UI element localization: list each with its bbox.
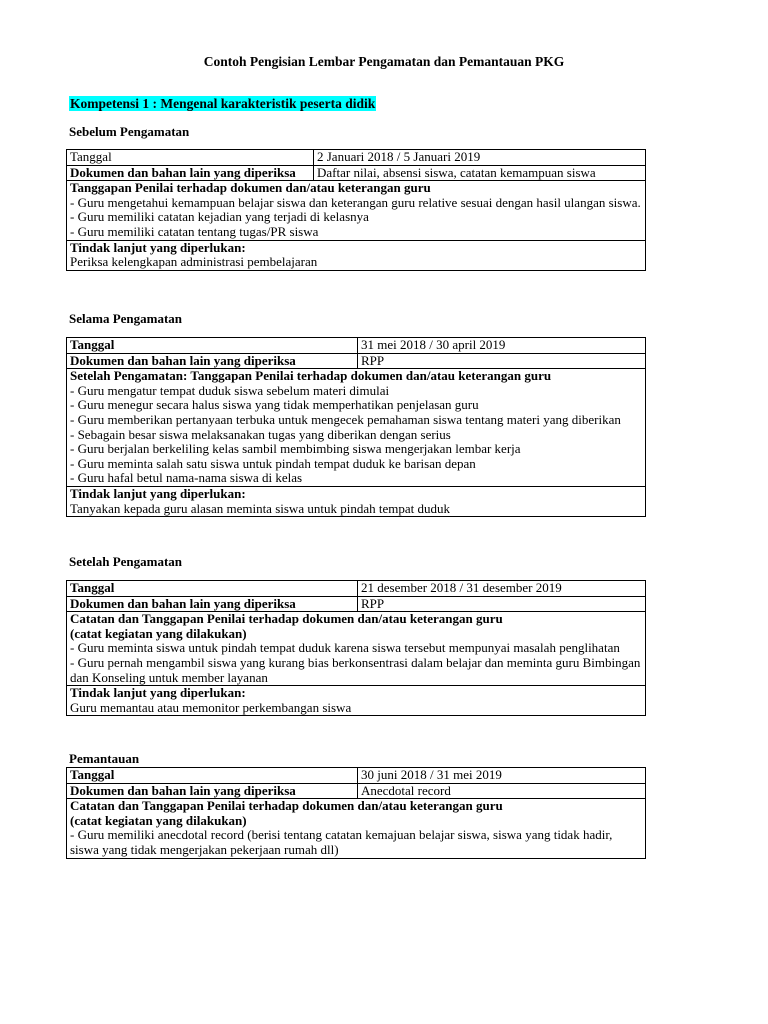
table-sebelum-pengamatan bbox=[66, 149, 646, 271]
date-value: 31 mei 2018 / 30 april 2019 bbox=[358, 338, 646, 354]
table-row bbox=[67, 581, 646, 597]
document-value: Anecdotal record bbox=[358, 783, 646, 799]
response-item: - Guru memiliki catatan tentang tugas/PR siswa bbox=[70, 223, 319, 239]
response-item: - Sebagain besar siswa melaksanakan tugas yang diberikan dengan serius bbox=[70, 426, 451, 442]
competency-heading bbox=[69, 96, 376, 112]
response-sublabel: (catat kegiatan yang dilakukan) bbox=[70, 625, 247, 641]
table-row bbox=[67, 165, 646, 181]
document-label: Dokumen dan bahan lain yang diperiksa bbox=[67, 783, 358, 799]
document-label: Dokumen dan bahan lain yang diperiksa bbox=[67, 165, 314, 181]
response-cell bbox=[67, 369, 646, 487]
response-item: - Guru hafal betul nama-nama siswa di kelas bbox=[70, 470, 303, 486]
followup-label: Tindak lanjut yang diperlukan: bbox=[70, 485, 246, 501]
response-label: Catatan dan Tanggapan Penilai terhadap dokumen dan/atau keterangan guru bbox=[70, 798, 503, 814]
table-row bbox=[67, 353, 646, 369]
response-label: Setelah Pengamatan: Tanggapan Penilai terhadap dokumen dan/atau keterangan guru bbox=[70, 368, 552, 384]
response-label: Tanggapan Penilai terhadap dokumen dan/atau keterangan guru bbox=[70, 180, 431, 196]
table-row bbox=[67, 799, 646, 858]
table-row bbox=[67, 338, 646, 354]
response-item: - Guru memiliki catatan kejadian yang terjadi di kelasnya bbox=[70, 209, 369, 225]
section-heading-sebelum: Sebelum Pengamatan bbox=[69, 124, 190, 139]
date-label: Tanggal bbox=[67, 150, 314, 166]
table-row bbox=[67, 150, 646, 166]
followup-cell bbox=[67, 486, 646, 516]
document-value: RPP bbox=[358, 353, 646, 369]
table-row bbox=[67, 612, 646, 686]
followup-label: Tindak lanjut yang diperlukan: bbox=[70, 239, 246, 255]
response-cell bbox=[67, 612, 646, 686]
response-item: - Guru pernah mengambil siswa yang kurang bias berkonsentrasi dalam belajar dan meminta guru Bimbingan dan Konseling untuk member layanan bbox=[70, 654, 641, 685]
table-row bbox=[67, 240, 646, 270]
date-label: Tanggal bbox=[67, 768, 358, 784]
date-value: 30 juni 2018 / 31 mei 2019 bbox=[358, 768, 646, 784]
response-item: - Guru memberikan pertanyaan terbuka untuk mengecek pemahaman siswa tentang materi yang diberikan bbox=[70, 411, 621, 427]
document-label: Dokumen dan bahan lain yang diperiksa bbox=[67, 353, 358, 369]
section-heading-setelah: Setelah Pengamatan bbox=[69, 554, 183, 569]
table-selama-pengamatan bbox=[66, 337, 646, 517]
followup-label: Tindak lanjut yang diperlukan: bbox=[70, 685, 246, 701]
date-value: 2 Januari 2018 / 5 Januari 2019 bbox=[314, 150, 646, 166]
response-item: - Guru menegur secara halus siswa yang tidak memperhatikan penjelasan guru bbox=[70, 397, 479, 413]
page-title: Contoh Pengisian Lembar Pengamatan dan Pemantauan PKG bbox=[203, 54, 565, 69]
document-value: RPP bbox=[358, 596, 646, 612]
response-item: - Guru meminta siswa untuk pindah tempat duduk karena siswa tersebut mempunyai masalah penglihatan bbox=[70, 640, 620, 656]
response-cell bbox=[67, 799, 646, 858]
followup-value: Periksa kelengkapan administrasi pembelajaran bbox=[70, 254, 318, 270]
response-label: Catatan dan Tanggapan Penilai terhadap dokumen dan/atau keterangan guru bbox=[70, 611, 503, 627]
date-value: 21 desember 2018 / 31 desember 2019 bbox=[358, 581, 646, 597]
table-row bbox=[67, 686, 646, 716]
table-row bbox=[67, 369, 646, 487]
response-item: - Guru meminta salah satu siswa untuk pindah tempat duduk ke barisan depan bbox=[70, 455, 476, 471]
response-item: - Guru memiliki anecdotal record (berisi tentang catatan kemajuan belajar siswa, siswa yang tidak hadir, siswa yang tidak mengerjakan pekerjaan rumah dll) bbox=[70, 827, 613, 857]
table-row bbox=[67, 486, 646, 516]
response-item: - Guru berjalan berkeliling kelas sambil membimbing siswa mengerjakan lembar kerja bbox=[70, 441, 521, 457]
response-item: - Guru mengatur tempat duduk siswa sebelum materi dimulai bbox=[70, 382, 390, 398]
table-pemantauan bbox=[66, 767, 646, 859]
table-setelah-pengamatan bbox=[66, 580, 646, 716]
section-heading-selama: Selama Pengamatan bbox=[69, 311, 183, 326]
table-row bbox=[67, 783, 646, 799]
table-row bbox=[67, 768, 646, 784]
response-cell bbox=[67, 181, 646, 240]
document-label: Dokumen dan bahan lain yang diperiksa bbox=[67, 596, 358, 612]
section-heading-pemantauan: Pemantauan bbox=[69, 751, 140, 766]
response-item: - Guru mengetahui kemampuan belajar siswa dan keterangan guru relative sesuai dengan hasil ulangan siswa. bbox=[70, 194, 641, 210]
followup-cell bbox=[67, 686, 646, 716]
table-row bbox=[67, 181, 646, 240]
followup-value: Guru memantau atau memonitor perkembangan siswa bbox=[70, 699, 352, 715]
date-label: Tanggal bbox=[67, 581, 358, 597]
date-label: Tanggal bbox=[67, 338, 358, 354]
competency-text: Kompetensi 1 : Mengenal karakteristik peserta didik bbox=[70, 96, 376, 111]
followup-value: Tanyakan kepada guru alasan meminta siswa untuk pindah tempat duduk bbox=[70, 500, 450, 516]
table-row bbox=[67, 596, 646, 612]
document-value: Daftar nilai, absensi siswa, catatan kemampuan siswa bbox=[314, 165, 646, 181]
followup-cell bbox=[67, 240, 646, 270]
response-sublabel: (catat kegiatan yang dilakukan) bbox=[70, 812, 247, 828]
